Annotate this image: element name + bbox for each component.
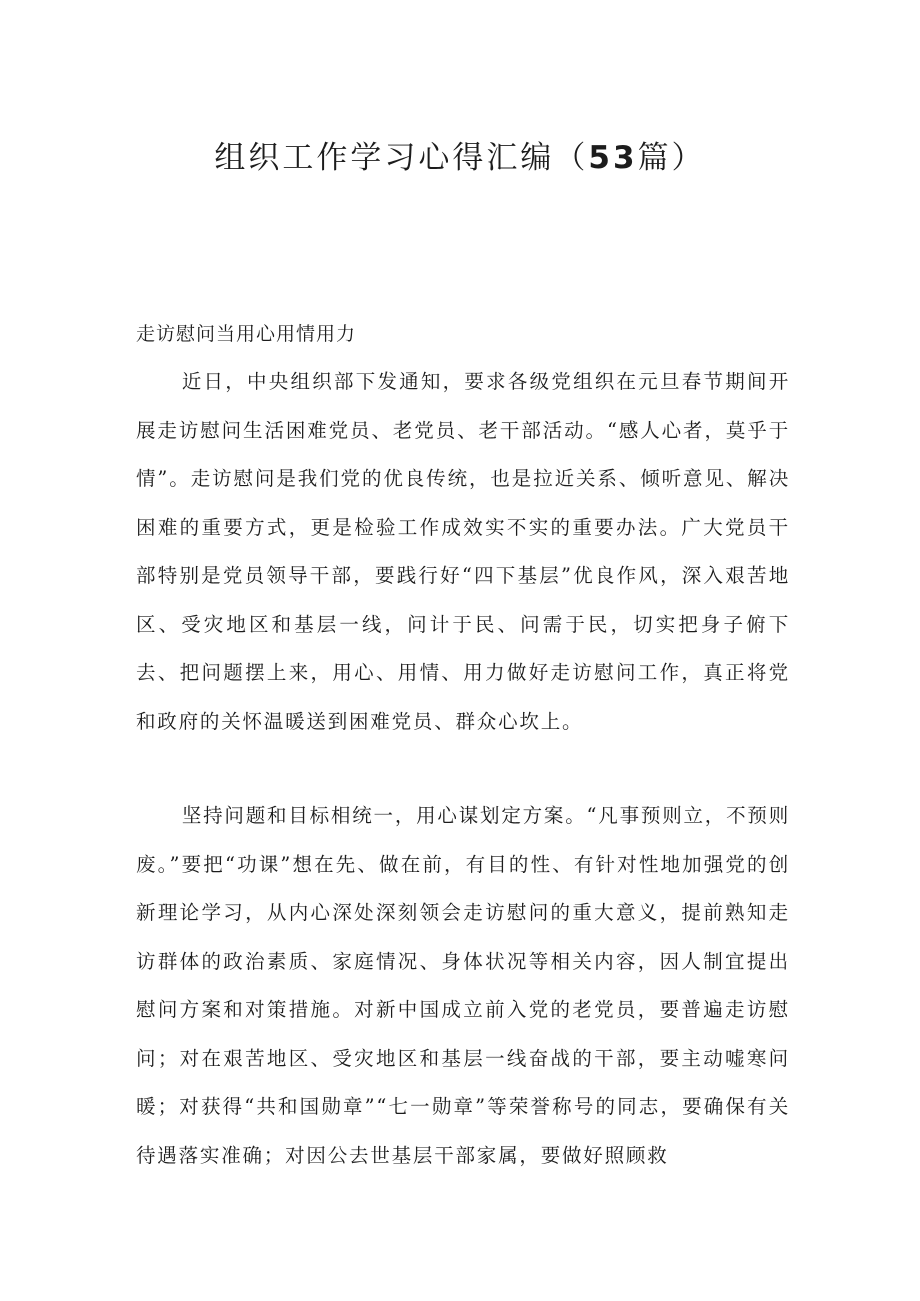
- section-heading: 走访慰问当用心用情用力: [136, 323, 357, 345]
- title-count: 53: [588, 140, 638, 176]
- paragraph-1: 近日，中央组织部下发通知，要求各级党组织在元旦春节期间开展走访慰问生活困难党员、老党员、老干部活动。“感人心者，莫乎于情”。走访慰问是我们党的优良传统，也是拉近关系、倾听意见、解决困难的重要方式，更是检验工作成效实不实的重要办法。广大党员干部特别是党员领导干部，要践行好“四下基层”优良作风，深入艰苦地区、受灾地区和基层一线，问计于民、问需于民，切实把身子俯下去、把问题摆上来，用心、用情、用力做好走访慰问工作，真正将党和政府的关怀温暖送到困难党员、群众心坎上。: [136, 370, 790, 733]
- paragraph-2: 坚持问题和目标相统一，用心谋划定方案。“凡事预则立，不预则废。”要把“功课”想在先、做在前，有目的性、有针对性地加强党的创新理论学习，从内心深处深刻领会走访慰问的重大意义，提前熟知走访群体的政治素质、家庭情况、身体状况等相关内容，因人制宜提出慰问方案和对策措施。对新中国成立前入党的老党员，要普遍走访慰问；对在艰苦地区、受灾地区和基层一线奋战的干部，要主动嘘寒问暖；对获得“共和国勋章”“七一勋章”等荣誉称号的同志，要确保有关待遇落实准确；对因公去世基层干部家属，要做好照顾救: [136, 804, 790, 1167]
- title-paren-close: 篇）: [637, 140, 706, 176]
- title-text: 组织工作学习心得汇编: [214, 140, 555, 176]
- title-paren-open: （: [554, 140, 589, 176]
- document-title: [0, 136, 920, 180]
